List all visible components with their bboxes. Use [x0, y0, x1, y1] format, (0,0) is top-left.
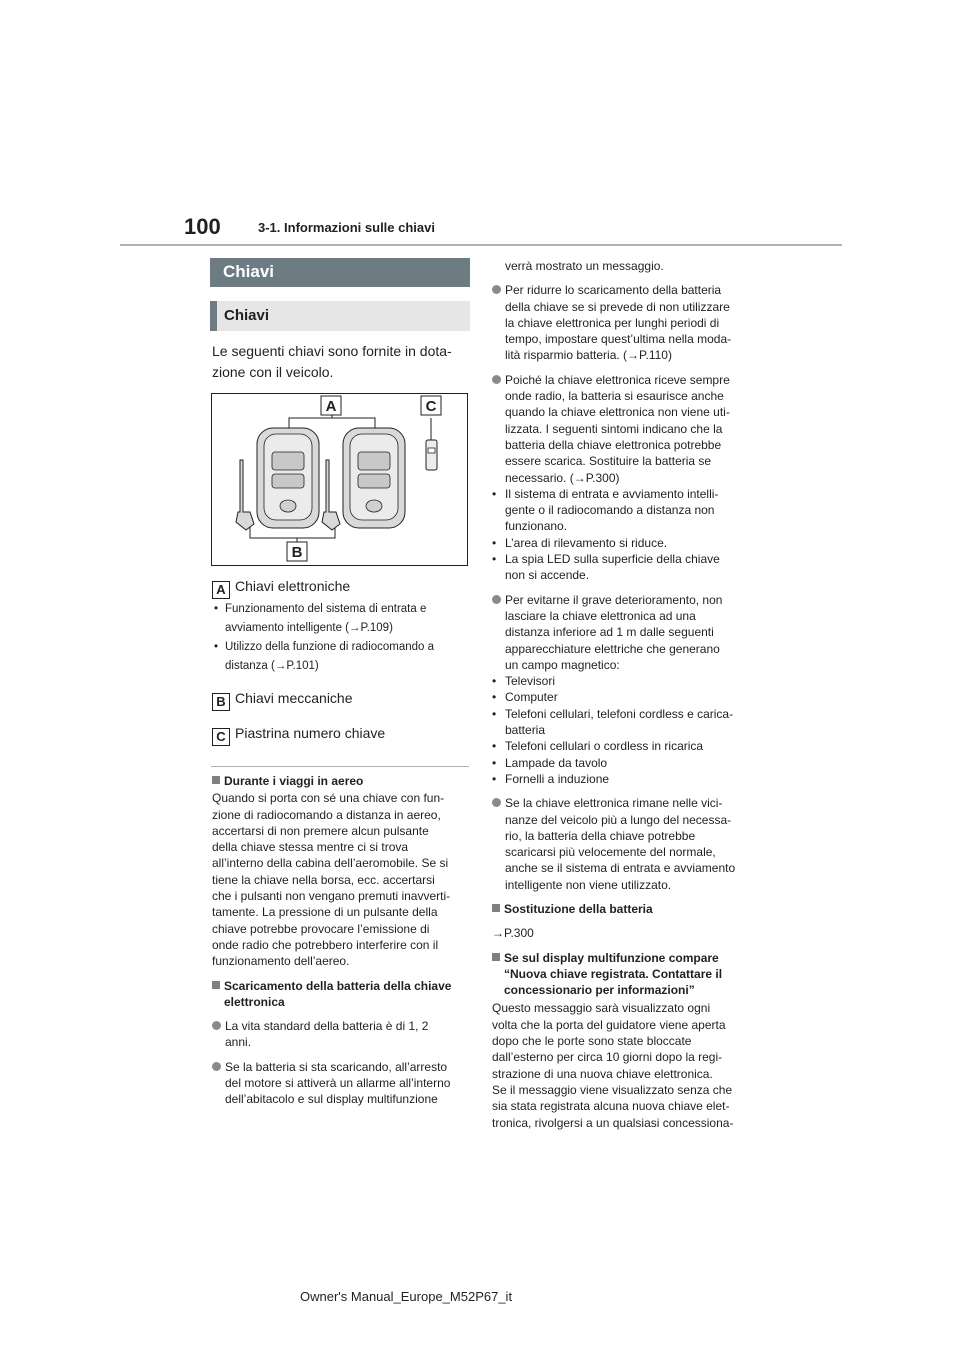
page-reference-link[interactable]: →P.300 [492, 926, 534, 941]
heading-travel: Durante i viaggi in aereo [212, 773, 470, 789]
page-number: 100 [184, 214, 221, 239]
text-line: chiave potrebbe provocare l’emissione di [212, 921, 430, 936]
keys-figure [211, 393, 468, 566]
list-item: distanza (→P.101) [225, 660, 319, 672]
bullet-battery-saving: Per ridurre lo scaricamento della batteria della chiave se si prevede di non utilizzare la chiave elettronica per lunghi periodi di tempo, impostare quest’ultima nella moda- lità risparmio batteria. (→P.110) [492, 282, 754, 363]
key-c-label: Piastrina numero chiave [235, 725, 386, 741]
bracket-a [289, 418, 375, 429]
bullet-magnetic-field: Per evitarne il grave deterioramento, non lasciare la chiave elettronica ad una distanza inferiore ad 1 m dalle seguenti apparecchiature elettriche che generano un campo magnetico: [492, 592, 754, 673]
text-line: accertarsi di non premere alcun pulsante [212, 823, 429, 838]
heading-battery: Scaricamento della batteria della chiave elettronica [212, 978, 470, 1011]
figure-label-b: B [291, 544, 303, 561]
list-item: • Televisori [492, 673, 754, 689]
list-item: • Computer [492, 689, 754, 705]
key-number-plate [426, 440, 437, 470]
text-line: tronica, rivolgersi a un qualsiasi concessiona- [492, 1115, 734, 1130]
text-line: tamente. La pressione di un pulsante della [212, 905, 438, 920]
list-item: • La spia LED sulla superficie della chiave non si accende. [492, 551, 754, 584]
section-divider [211, 766, 469, 767]
sub-heading: Chiavi [210, 301, 470, 331]
key-a-row [212, 578, 350, 599]
right-column [492, 258, 754, 1131]
label-b-badge: B [212, 693, 230, 711]
header-rule [120, 244, 842, 246]
figure-label-c: C [425, 398, 437, 415]
bullet-near-vehicle: Se la chiave elettronica rimane nelle vici- nanze del veicolo più a lungo del necessa- rio, la batteria della chiave potrebbe scaricarsi più velocemente del normale, anche se il sistema di entrata e avviamento intelligente non viene utilizzato. [492, 795, 754, 893]
list-item: • L’area di rilevamento si riduce. [492, 535, 754, 551]
text-line: funzionamento dell’aereo. [212, 954, 350, 969]
key-c-row [212, 725, 385, 746]
bullet-battery-symptoms: Poiché la chiave elettronica riceve sempre onde radio, la batteria si esaurisce anche quando la chiave elettronica non viene uti- lizzata. I seguenti sintomi indicano che la batteria della chiave elettronica potrebbe essere scarica. Sostituire la batteria se necessario. (→P.300) [492, 372, 754, 486]
list-item: • Lampade da tavolo [492, 755, 754, 771]
text-line: zione con il veicolo. [212, 364, 334, 380]
label-a-badge: A [212, 581, 230, 599]
text-line: che i pulsanti non vengano premuti inavverti- [212, 889, 451, 904]
mechanical-key-1 [236, 460, 254, 530]
text-line: Se il messaggio viene visualizzato senza che [492, 1082, 733, 1097]
list-item: avviamento intelligente (→P.109) [225, 622, 393, 634]
mechanical-key-2 [322, 460, 340, 530]
heading-replace-battery: Sostituzione della batteria [492, 901, 754, 917]
list-item: • Il sistema di entrata e avviamento intelli- gente o il radiocomando a distanza non funzionano. [492, 486, 754, 535]
text-line: sia stata registrata alcuna nuova chiave elet- [492, 1099, 730, 1114]
key-b-row [212, 690, 353, 711]
smart-key-1 [257, 428, 319, 528]
text-line: della chiave stessa mentre ci si trova [212, 840, 409, 855]
bullet-battery-alarm: Se la batteria si sta scaricando, all’arresto del motore si attiverà un allarme all’interno dell’abitacolo e sul display multifunzione [212, 1059, 470, 1108]
list-item: • Utilizzo della funzione di radiocomando a [214, 641, 435, 653]
text-line: all’interno della cabina dell’aeromobile. Se si [212, 856, 449, 871]
text-line: volta che la porta del guidatore viene aperta [492, 1017, 726, 1032]
text-line: Quando si porta con sé una chiave con fun- [212, 791, 445, 806]
footer: Owner's Manual_Europe_M52P67_it [300, 1289, 513, 1304]
text-line: Le seguenti chiavi sono fornite in dota- [212, 343, 452, 359]
list-item: • Telefoni cellulari, telefoni cordless e carica- batteria [492, 706, 754, 739]
left-column [212, 773, 470, 1108]
text-line: dopo che le porte sono state bloccate [492, 1034, 692, 1049]
smart-key-2 [343, 428, 405, 528]
text-line: dall’esterno per circa 10 giorni dopo la regi- [492, 1050, 723, 1065]
list-item: • Fornelli a induzione [492, 771, 754, 787]
text-line: zione di radiocomando a distanza in aereo, [212, 807, 441, 822]
heading-display-message: Se sul display multifunzione compare “Nuova chiave registrata. Contattare il concessionario per informazioni” [492, 950, 754, 999]
section-title: 3-1. Informazioni sulle chiavi [258, 220, 435, 235]
text-line: tiene la chiave nella borsa, ecc. accertarsi [212, 872, 435, 887]
list-item: • Funzionamento del sistema di entrata e [214, 603, 427, 615]
text-line: verrà mostrato un messaggio. [505, 259, 664, 273]
key-b-label: Chiavi meccaniche [235, 690, 353, 706]
key-a-bullets [214, 600, 470, 676]
keys-illustration [212, 394, 467, 565]
text-line: onde radio che potrebbero interferire con il [212, 937, 439, 952]
text-line: Questo messaggio sarà visualizzato ogni [492, 1001, 711, 1016]
intro-text [212, 341, 468, 383]
text-line: strazione di una nuova chiave elettronica. [492, 1066, 713, 1081]
key-a-label: Chiavi elettroniche [235, 578, 351, 594]
main-heading: Chiavi [210, 258, 470, 287]
figure-label-a: A [325, 398, 337, 415]
label-c-badge: C [212, 728, 230, 746]
list-item: • Telefoni cellulari o cordless in ricarica [492, 738, 754, 754]
bullet-battery-life: La vita standard della batteria è di 1, 2 anni. [212, 1018, 470, 1051]
